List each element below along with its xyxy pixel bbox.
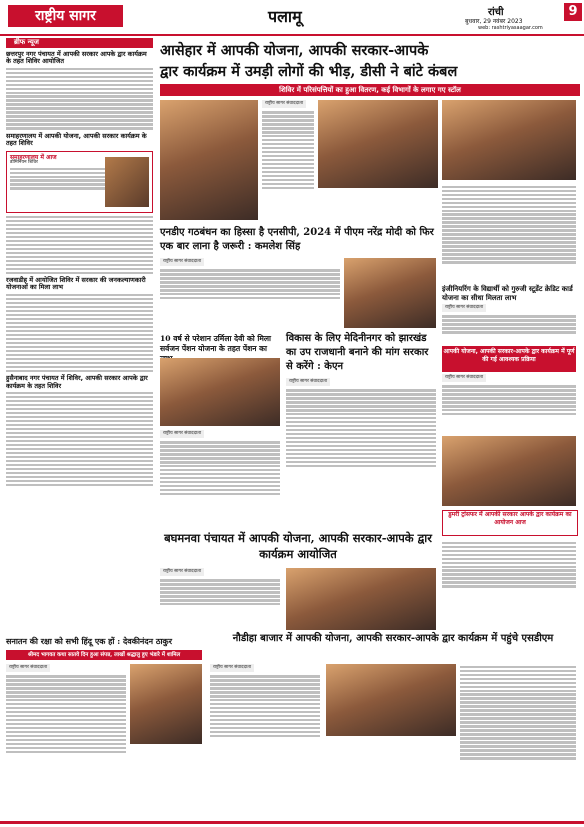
dumri-body xyxy=(442,540,576,624)
engineering-byline: राष्ट्रीय सागर संवाददाता xyxy=(442,304,486,312)
right-column-text-2 xyxy=(460,664,576,816)
redbox-byline: राष्ट्रीय सागर संवाददाता xyxy=(442,374,486,382)
lead-body xyxy=(262,100,314,222)
pension-byline: राष्ट्रीय सागर संवाददाता xyxy=(160,430,204,438)
pension-headline: 10 वर्ष से परेशान उर्मिला देवी को मिला सर्वजन पेंशन योजना के तहत पेंशन का xyxy=(160,334,272,353)
brief-body-3 xyxy=(6,294,153,372)
naudiha-body xyxy=(210,664,320,786)
brief-headline-4: हुसैनाबाद नगर पंचायत में शिविर, आपकी सरकार आपके द्वार कार्यक्रम के तहत शिविर xyxy=(6,374,148,390)
lead-line-2: द्वार कार्यक्रम में उमड़ी लोगों की भीड़, डीसी ने बांटे कंबल xyxy=(160,63,458,80)
brief-headline-1: छत्तरपुर नगर पंचायत में आपकी सरकार आपके द्वार कार्यक्रम के तहत शिविर आयोजित xyxy=(6,49,147,66)
medininagar-body xyxy=(286,378,436,522)
sanatan-body xyxy=(6,664,126,786)
nda-body xyxy=(160,258,340,302)
brief-news-label: ब्रीफ न्यूज xyxy=(6,38,153,48)
dumri-headline: डुमरी ट्रांसफर में आपकी सरकार आपके द्वार कार्यक्रम का आयोजन आज xyxy=(442,510,578,536)
medininagar-byline: राष्ट्रीय सागर संवाददाता xyxy=(286,378,330,386)
engineering-body xyxy=(442,304,576,344)
inset-photo xyxy=(105,157,149,207)
sanatan-byline: राष्ट्रीय सागर संवाददाता xyxy=(6,664,50,672)
engineering-headline: इंजीनियरिंग के विद्यार्थी को गुरुजी स्टूडेंट क्रेडिट कार्ड योजना का सीधा मिलता लाभ xyxy=(442,284,573,302)
nda-headline: एनडीए गठबंधन का हिस्सा है एनसीपी, 2024 में पीएम नरेंद्र मोदी को फिर एक बार लाना है जरूरी : कमलेश सिंह xyxy=(160,227,434,252)
city-label: रांची xyxy=(488,7,504,18)
brand-logo: राष्ट्रीय सागर xyxy=(8,5,123,27)
lead-line-1: आसेहार में आपकी योजना, आपकी सरकार-आपके xyxy=(160,42,429,59)
page-number: 9 xyxy=(564,3,582,21)
redbox-body xyxy=(442,374,576,432)
baghmanwa-headline: बघमनवा पंचायत में आपकी योजना, आपकी सरकार-आपके द्वार कार्यक्रम आयोजित xyxy=(164,531,432,561)
brief-body-1 xyxy=(6,68,153,130)
baghmanwa-photo xyxy=(286,568,436,630)
naudiha-byline: राष्ट्रीय सागर संवाददाता xyxy=(210,664,254,672)
inset-title: समाहरणालय में आज xyxy=(10,153,57,161)
bottom-rule xyxy=(0,821,584,824)
sanatan-headline: सनातन की रक्षा को सभी हिंदू एक हों : देवकीनंदन ठाकुर xyxy=(6,636,172,646)
medininagar-headline: विकास के लिए मेदिनीनगर को झारखंड का उप राजधानी बनाने की मांग सरकार से करेंगे : केएन xyxy=(286,333,429,372)
lead-photo-center xyxy=(318,100,438,188)
baghmanwa-body xyxy=(160,568,280,628)
web-line: web: rashtriyasaagar.com xyxy=(478,25,543,31)
brief-inset-box xyxy=(6,151,153,213)
date-line: बुधवार, 29 नवंबर 2023 xyxy=(465,18,523,25)
redbox-photo xyxy=(442,436,576,506)
brief-headline-2: समाहरणालय में आपकी योजना, आपकी सरकार कार्यक्रम के तहत शिविर xyxy=(6,131,147,148)
baghmanwa-byline: राष्ट्रीय सागर संवाददाता xyxy=(160,568,204,576)
naudiha-headline: नौडीहा बाजार में आपकी योजना, आपकी सरकार-आपके द्वार कार्यक्रम में पहुंचे एसडीएम xyxy=(232,633,554,644)
nda-photo xyxy=(344,258,436,328)
right-column-text-1 xyxy=(442,184,576,280)
naudiha-photo xyxy=(326,664,456,736)
sanatan-subhead: श्रीमद भागवत कथा सातवे दिन हुआ संपन्न, लाखों श्रद्धालु हुए भंडारे में शामिल xyxy=(6,650,202,660)
lead-byline: राष्ट्रीय सागर संवाददाता xyxy=(262,100,306,108)
brief-headline-3: रजवाडीह में आयोजित शिविर में सरकार की जनकल्याणकारी योजनाओं का मिला लाभ xyxy=(6,275,146,292)
pension-photo xyxy=(160,358,280,426)
nda-byline: राष्ट्रीय सागर संवाददाता xyxy=(160,258,204,266)
lead-headline xyxy=(160,40,580,82)
lead-photo-left xyxy=(160,100,258,220)
lead-photo-right xyxy=(442,100,576,180)
section-title: पलामू xyxy=(268,7,302,26)
brief-body-2 xyxy=(6,216,153,274)
brief-body-4 xyxy=(6,392,153,486)
lead-ribbon: शिविर में परिसंपत्तियों का हुआ वितरण, कई विभागों के लगाए गए स्टॉल xyxy=(160,84,580,96)
masthead xyxy=(0,0,584,36)
sanatan-photo xyxy=(130,664,202,744)
inset-sub: डोमिनियन शिविर xyxy=(10,160,38,166)
redbox-headline: आपकी योजना, आपकी सरकार-आपके द्वार कार्यक्रम में पूर्ण की गई आवश्यक प्रक्रिया xyxy=(442,346,576,372)
pension-body xyxy=(160,430,280,522)
